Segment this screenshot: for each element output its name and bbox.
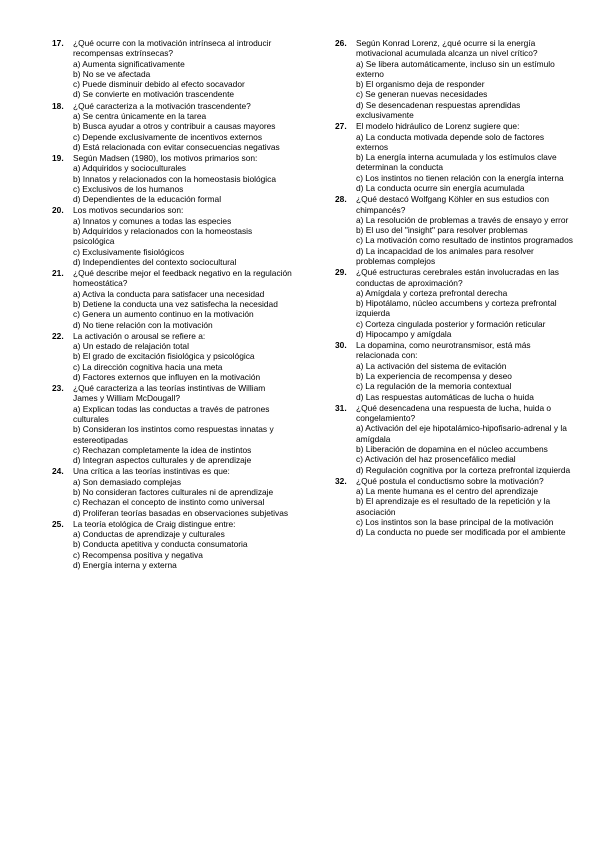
answer-option: c) Rechazan el concepto de instinto como universal: [73, 497, 265, 508]
answer-option: d) La conducta no puede ser modificada por el ambiente: [356, 527, 566, 538]
answer-option: b) Busca ayudar a otros y contribuir a causas mayores: [73, 121, 276, 132]
answer-option: d) Dependientes de la educación formal: [73, 194, 222, 205]
question-number: 19.: [52, 153, 64, 164]
answer-option: c) Activación del haz prosencefálico medial: [356, 454, 516, 465]
question-item: [52, 466, 292, 517]
question-line: [52, 383, 292, 404]
question-item: [52, 205, 292, 267]
question-line: [52, 268, 292, 289]
answer-options: [52, 289, 292, 330]
question-item: [335, 121, 575, 193]
question-text: ¿Qué destacó Wolfgang Köhler en sus estudios con chimpancés?: [356, 194, 550, 215]
question-text: ¿Qué caracteriza a las teorías instintivas de William James y William McDougall?: [73, 383, 266, 404]
answer-options: [52, 404, 292, 466]
question-line: [335, 340, 575, 361]
answer-option: d) Integran aspectos culturales y de aprendizaje: [73, 455, 252, 466]
question-item: [335, 194, 575, 266]
answer-option: b) Hipotálamo, núcleo accumbens y corteza prefrontal izquierda: [356, 298, 557, 319]
question-item: [52, 519, 292, 570]
answer-option: a) Un estado de relajación total: [73, 341, 189, 352]
answer-option: a) Conductas de aprendizaje y culturales: [73, 529, 225, 540]
question-text: ¿Qué caracteriza a la motivación trascendente?: [73, 100, 251, 111]
question-text: ¿Qué estructuras cerebrales están involucradas en las conductas de aproximación?: [356, 267, 559, 288]
question-item: [52, 383, 292, 465]
question-text: La activación o arousal se refiere a:: [73, 330, 206, 341]
answer-option: d) Proliferan teorías basadas en observaciones subjetivas: [73, 507, 289, 518]
answer-option: b) El aprendizaje es el resultado de la repetición y la asociación: [356, 496, 551, 517]
answer-option: c) La dirección cognitiva hacia una meta: [73, 361, 223, 372]
answer-option: b) El organismo deja de responder: [356, 79, 485, 90]
question-text: Los motivos secundarios son:: [73, 205, 184, 216]
answer-option: a) Explican todas las conductas a través de patrones culturales: [73, 403, 270, 425]
question-line: [52, 205, 292, 215]
question-line: [335, 476, 575, 486]
question-text: La teoría etológica de Craig distingue entre:: [73, 518, 236, 529]
answer-option: b) Innatos y relacionados con la homeostasis biológica: [73, 173, 276, 184]
answer-options: [52, 529, 292, 570]
question-item: [52, 268, 292, 330]
answer-option: c) Los instintos no tienen relación con la energía interna: [356, 172, 564, 183]
question-item: [52, 101, 292, 152]
answer-options: [52, 341, 292, 382]
right-column: [335, 38, 575, 538]
answer-option: b) El grado de excitación fisiológica y psicológica: [73, 351, 255, 362]
answer-options: [52, 216, 292, 267]
question-line: [335, 121, 575, 131]
answer-option: a) La resolución de problemas a través de ensayo y error: [356, 214, 569, 225]
answer-options: [335, 361, 575, 402]
answer-option: a) La conducta motivada depende solo de factores externos: [356, 131, 545, 152]
answer-option: c) La regulación de la memoria contextual: [356, 381, 512, 392]
answer-option: b) Consideran los instintos como respuestas innatas y estereotipadas: [73, 424, 274, 445]
question-number: 23.: [52, 383, 64, 394]
question-text: Según Madsen (1980), los motivos primarios son:: [73, 153, 258, 164]
question-text: ¿Qué postula el conductismo sobre la motivación?: [356, 475, 544, 486]
question-number: 32.: [335, 475, 347, 486]
question-item: [335, 340, 575, 402]
answer-option: a) Aumenta significativamente: [73, 58, 185, 69]
question-text: ¿Qué describe mejor el feedback negativo en la regulación homeostática?: [73, 268, 292, 289]
answer-option: a) Activa la conducta para satisfacer una necesidad: [73, 288, 265, 299]
answer-options: [335, 132, 575, 194]
question-text: ¿Qué desencadena una respuesta de lucha, huida o congelamiento?: [356, 402, 552, 424]
answer-option: d) Está relacionada con evitar consecuencias negativas: [73, 141, 280, 152]
answer-option: b) No consideran factores culturales ni de aprendizaje: [73, 487, 274, 497]
answer-option: a) La mente humana es el centro del aprendizaje: [356, 486, 539, 497]
answer-option: a) La activación del sistema de evitación: [356, 360, 507, 371]
question-text: Según Konrad Lorenz, ¿qué ocurre si la energía motivacional acumulada alcanza un nivel crítico?: [356, 38, 538, 59]
question-number: 20.: [52, 205, 64, 216]
left-column: [52, 38, 292, 571]
answer-option: d) La conducta ocurre sin energía acumulada: [356, 183, 525, 194]
answer-option: a) Se libera automáticamente, incluso sin un estímulo externo: [356, 58, 555, 79]
answer-option: d) Independientes del contexto sociocultural: [73, 256, 237, 267]
question-text: Una crítica a las teorías instintivas es que:: [73, 466, 230, 477]
answer-options: [335, 288, 575, 339]
question-number: 29.: [335, 267, 347, 278]
question-line: [52, 38, 292, 59]
question-line: [335, 403, 575, 424]
answer-option: c) Genera un aumento continuo en la motivación: [73, 309, 254, 320]
answer-options: [52, 111, 292, 152]
question-item: [52, 153, 292, 204]
answer-option: d) Se convierte en motivación trascendente: [73, 89, 235, 100]
answer-option: c) Recompensa positiva y negativa: [73, 549, 203, 560]
answer-option: c) La motivación como resultado de instintos programados: [356, 235, 573, 246]
answer-option: d) No tiene relación con la motivación: [73, 319, 213, 330]
question-item: [335, 38, 575, 120]
answer-option: c) Los instintos son la base principal de la motivación: [356, 517, 554, 527]
answer-option: c) Depende exclusivamente de incentivos externos: [73, 131, 263, 142]
answer-options: [335, 486, 575, 537]
answer-option: d) Las respuestas automáticas de lucha o huida: [356, 391, 534, 402]
answer-option: d) Se desencadenan respuestas aprendidas exclusivamente: [356, 99, 521, 121]
answer-option: d) Regulación cognitiva por la corteza prefrontal izquierda: [356, 464, 571, 475]
answer-option: b) La energía interna acumulada y los estímulos clave determinan la conducta: [356, 152, 557, 173]
answer-option: c) Exclusivamente fisiológicos: [73, 246, 185, 257]
question-line: [52, 519, 292, 529]
answer-option: d) Hipocampo y amígdala: [356, 328, 452, 339]
answer-option: d) La incapacidad de los animales para resolver problemas complejos: [356, 245, 534, 267]
question-number: 18.: [52, 100, 64, 111]
answer-option: b) Detiene la conducta una vez satisfecha la necesidad: [73, 298, 278, 309]
answer-options: [335, 423, 575, 474]
answer-option: a) Activación del eje hipotalámico-hipofisario-adrenal y la amígdala: [356, 423, 567, 444]
answer-options: [335, 59, 575, 121]
answer-options: [52, 59, 292, 100]
answer-option: a) Amígdala y corteza prefrontal derecha: [356, 287, 508, 298]
question-item: [52, 38, 292, 100]
question-text: El modelo hidráulico de Lorenz sugiere que:: [356, 121, 520, 132]
answer-option: c) Exclusivos de los humanos: [73, 183, 184, 194]
answer-option: b) Conducta apetitiva y conducta consumatoria: [73, 539, 248, 550]
answer-option: c) Corteza cingulada posterior y formación reticular: [356, 318, 546, 329]
question-line: [52, 331, 292, 341]
question-number: 27.: [335, 121, 347, 132]
question-number: 21.: [52, 268, 64, 279]
question-item: [335, 267, 575, 339]
answer-option: a) Son demasiado complejas: [73, 476, 182, 487]
question-line: [335, 38, 575, 59]
question-number: 24.: [52, 466, 64, 477]
question-number: 28.: [335, 194, 347, 205]
answer-options: [335, 215, 575, 266]
question-number: 25.: [52, 518, 64, 529]
answer-options: [52, 163, 292, 204]
answer-option: b) El uso del "insight" para resolver problemas: [356, 225, 528, 236]
question-line: [52, 153, 292, 163]
answer-option: c) Se generan nuevas necesidades: [356, 89, 488, 100]
question-text: ¿Qué ocurre con la motivación intrínseca al introducir recompensas extrínsecas?: [73, 38, 272, 59]
question-line: [335, 194, 575, 215]
question-number: 26.: [335, 38, 347, 48]
answer-option: a) Innatos y comunes a todas las especies: [73, 215, 232, 226]
question-text: La dopamina, como neurotransmisor, está más relacionada con:: [356, 340, 531, 361]
answer-option: d) Factores externos que influyen en la motivación: [73, 371, 261, 382]
answer-options: [52, 477, 292, 518]
answer-option: a) Adquiridos y socioculturales: [73, 163, 187, 174]
answer-option: d) Energía interna y externa: [73, 559, 177, 570]
question-line: [52, 466, 292, 476]
question-line: [335, 267, 575, 288]
question-item: [52, 331, 292, 382]
question-line: [52, 101, 292, 111]
question-number: 30.: [335, 340, 347, 351]
question-number: 31.: [335, 402, 347, 413]
question-number: 22.: [52, 330, 64, 341]
answer-option: b) No se ve afectada: [73, 68, 151, 79]
answer-option: a) Se centra únicamente en la tarea: [73, 110, 207, 121]
answer-option: b) Liberación de dopamina en el núcleo accumbens: [356, 444, 548, 455]
answer-option: c) Rechazan completamente la idea de instintos: [73, 444, 252, 455]
question-item: [335, 476, 575, 538]
answer-option: b) La experiencia de recompensa y deseo: [356, 371, 512, 382]
answer-option: b) Adquiridos y relacionados con la homeostasis psicológica: [73, 226, 253, 247]
question-number: 17.: [52, 38, 64, 48]
answer-option: c) Puede disminuir debido al efecto socavador: [73, 79, 245, 90]
question-item: [335, 403, 575, 475]
